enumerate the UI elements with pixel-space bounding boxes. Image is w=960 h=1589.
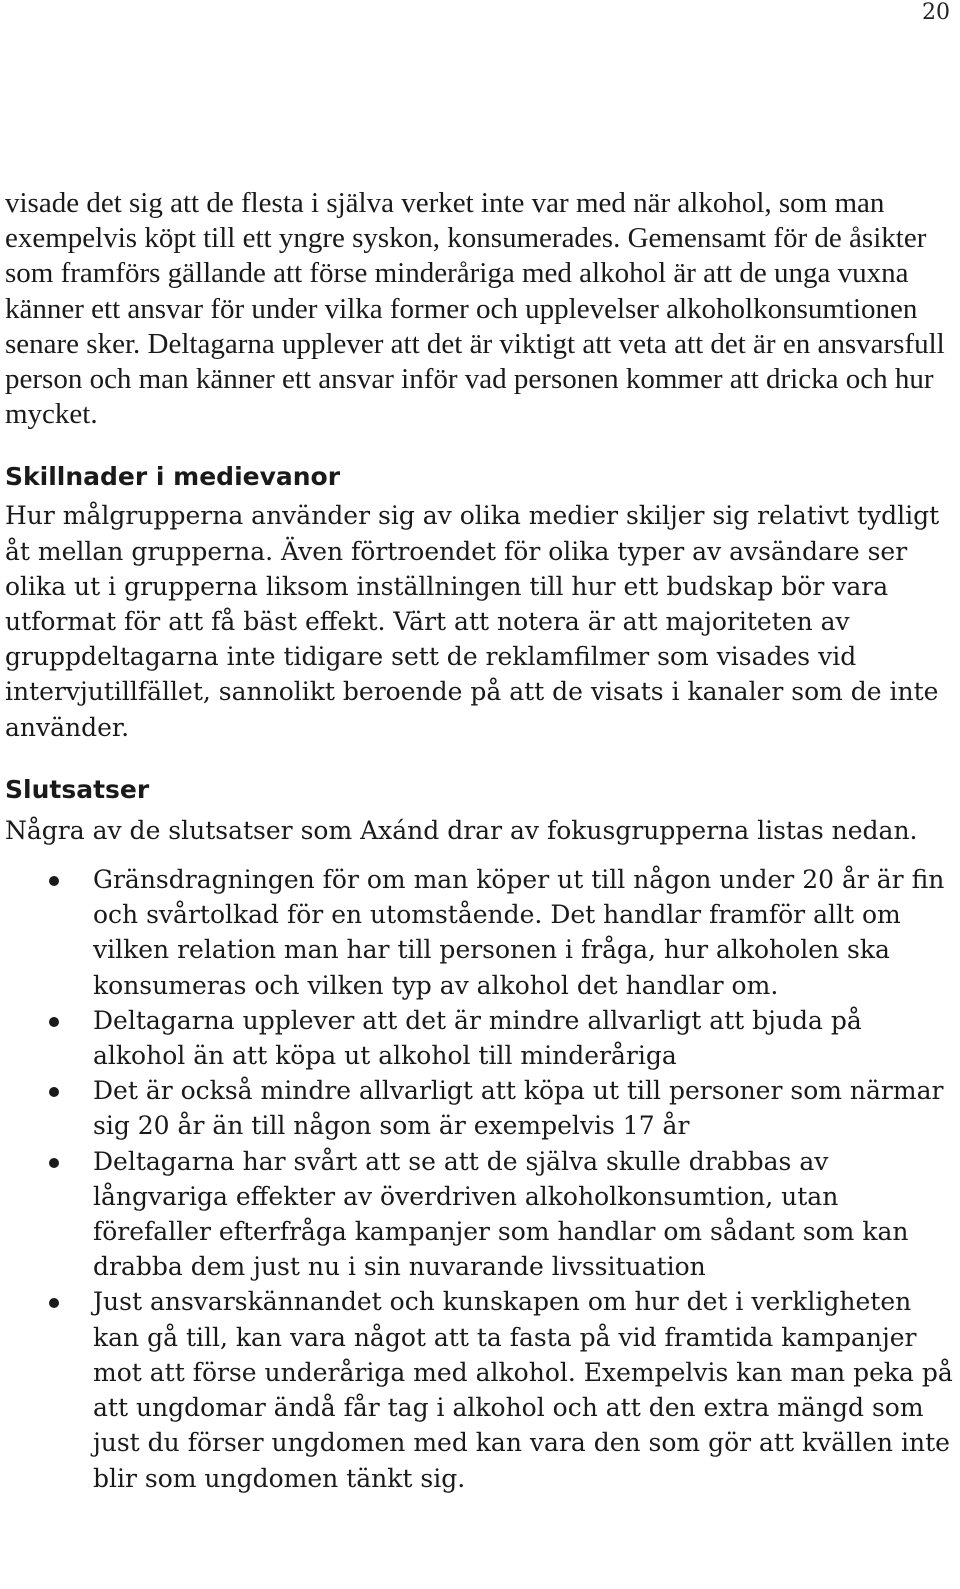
list-item-text: Gränsdragningen för om man köper ut till någon under 20 år är fin och svårtolkad för en utomstående. Det handlar framför allt om vilken relation man har till personen i fråga, hur alkoholen ska konsumeras och vilken typ av alkohol det handlar om. [93,865,945,1000]
list-item [5,862,953,1003]
bullet-icon [49,876,59,886]
page-number: 20 [922,0,950,25]
heading-media-habits: Skillnader i medievanor [5,462,341,492]
document-body [5,186,953,1496]
list-item [5,1003,953,1073]
list-item-text: Just ansvarskännandet och kunskapen om hur det i verkligheten kan gå till, kan vara något att ta fasta på vid framtida kampanjer mot att förse underåriga med alkohol. Exempelvis kan man peka på att ungdomar ändå får tag i alkohol och att den extra mängd som just du förser ungdomen med kan vara den som gör att kvällen inte blir som ungdomen tänkt sig. [93,1287,953,1493]
conclusions-intro: Några av de slutsatser som Axánd drar av fokusgrupperna listas nedan. [5,815,918,845]
bullet-icon [49,1017,59,1027]
media-paragraph: Hur målgrupperna använder sig av olika medier skiljer sig relativt tydligt åt mellan grupperna. Även förtroendet för olika typer av avsändare ser olika ut i grupperna liksom inställningen till hur ett budskap bör vara utformat för att få bäst effekt. Värt att notera är att majoriteten av gruppdeltagarna inte tidigare sett de reklamfilmer som visades vid intervjutillfället, sannolikt beroende på att de visats i kanaler som de inte använder. [5,501,940,742]
heading-conclusions: Slutsatser [5,774,150,804]
list-item-text: Det är också mindre allvarligt att köpa ut till personer som närmar sig 20 år än till någon som är exempelvis 17 år [93,1076,944,1141]
list-item [5,1073,953,1143]
list-item [5,1284,953,1495]
bullet-icon [49,1158,59,1168]
list-item [5,1144,953,1285]
bullet-icon [49,1298,59,1308]
list-item-text: Deltagarna har svårt att se att de själva skulle drabbas av långvariga effekter av överdriven alkoholkonsumtion, utan förefaller efterfråga kampanjer som handlar om sådant som kan drabba dem just nu i sin nuvarande livssituation [93,1146,909,1282]
intro-paragraph: visade det sig att de flesta i själva verket inte var med när alkohol, som man exempelvis köpt till ett yngre syskon, konsumerades. Gemensamt för de åsikter som framförs gällande att förse minderåriga med alkohol är att de unga vuxna känner ett ansvar för under vilka former och upplevelser alkoholkonsumtionen senare sker. Deltagarna upplever att det är viktigt att veta att det är en ansvarsfull person och man känner ett ansvar inför vad personen kommer att dricka och hur mycket. [5,187,945,431]
conclusions-list [5,862,953,1496]
bullet-icon [49,1087,59,1097]
list-item-text: Deltagarna upplever att det är mindre allvarligt att bjuda på alkohol än att köpa ut alkohol till minderåriga [93,1005,862,1071]
